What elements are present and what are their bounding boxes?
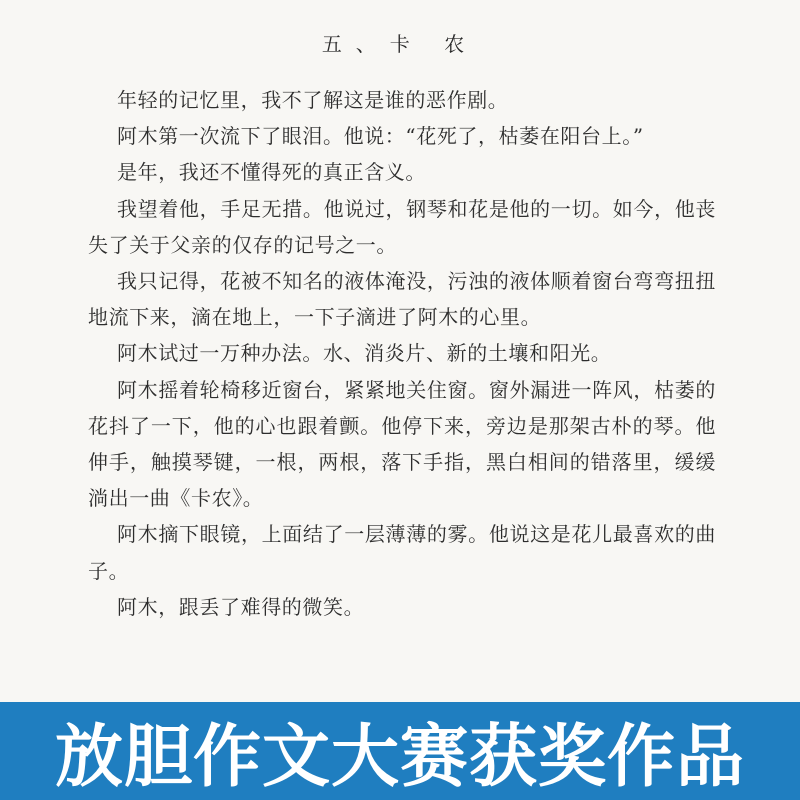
paragraph: 阿木，跟丢了难得的微笑。 bbox=[117, 594, 365, 619]
promo-banner bbox=[0, 702, 800, 800]
paragraph: 我只记得，花被不知名的液体淹没，污浊的液体顺着窗台弯弯扭扭地流下来，滴在地上，一下子滴进了阿木的心里。 bbox=[88, 269, 716, 330]
banner-text: 放胆作文大赛获奖作品 bbox=[54, 717, 745, 797]
paragraph: 阿木第一次流下了眼泪。他说：“花死了，枯萎在阳台上。” bbox=[117, 124, 644, 149]
paragraph: 年轻的记忆里，我不了解这是谁的恶作剧。 bbox=[117, 88, 509, 112]
paragraph: 是年，我还不懂得死的真正含义。 bbox=[117, 160, 426, 185]
paragraph: 阿木摇着轮椅移近窗台，紧紧地关住窗。窗外漏进一阵风，枯萎的花抖了一下，他的心也跟着颤。他停下来，旁边是那架古朴的琴。他伸手，触摸琴键，一根，两根，落下手指，黑白相间的错落里，缓缓淌出一曲《卡农》。 bbox=[88, 377, 716, 511]
paragraph: 阿木摘下眼镜，上面结了一层薄薄的雾。他说这是花儿最喜欢的曲子。 bbox=[88, 522, 716, 583]
paragraph: 我望着他，手足无措。他说过，钢琴和花是他的一切。如今，他丧失了关于父亲的仅存的记号之一。 bbox=[88, 196, 716, 257]
chapter-title: 五、卡 农 bbox=[321, 32, 479, 56]
paragraph: 阿木试过一万种办法。水、消炎片、新的土壤和阳光。 bbox=[117, 341, 612, 366]
article-body bbox=[88, 82, 716, 625]
